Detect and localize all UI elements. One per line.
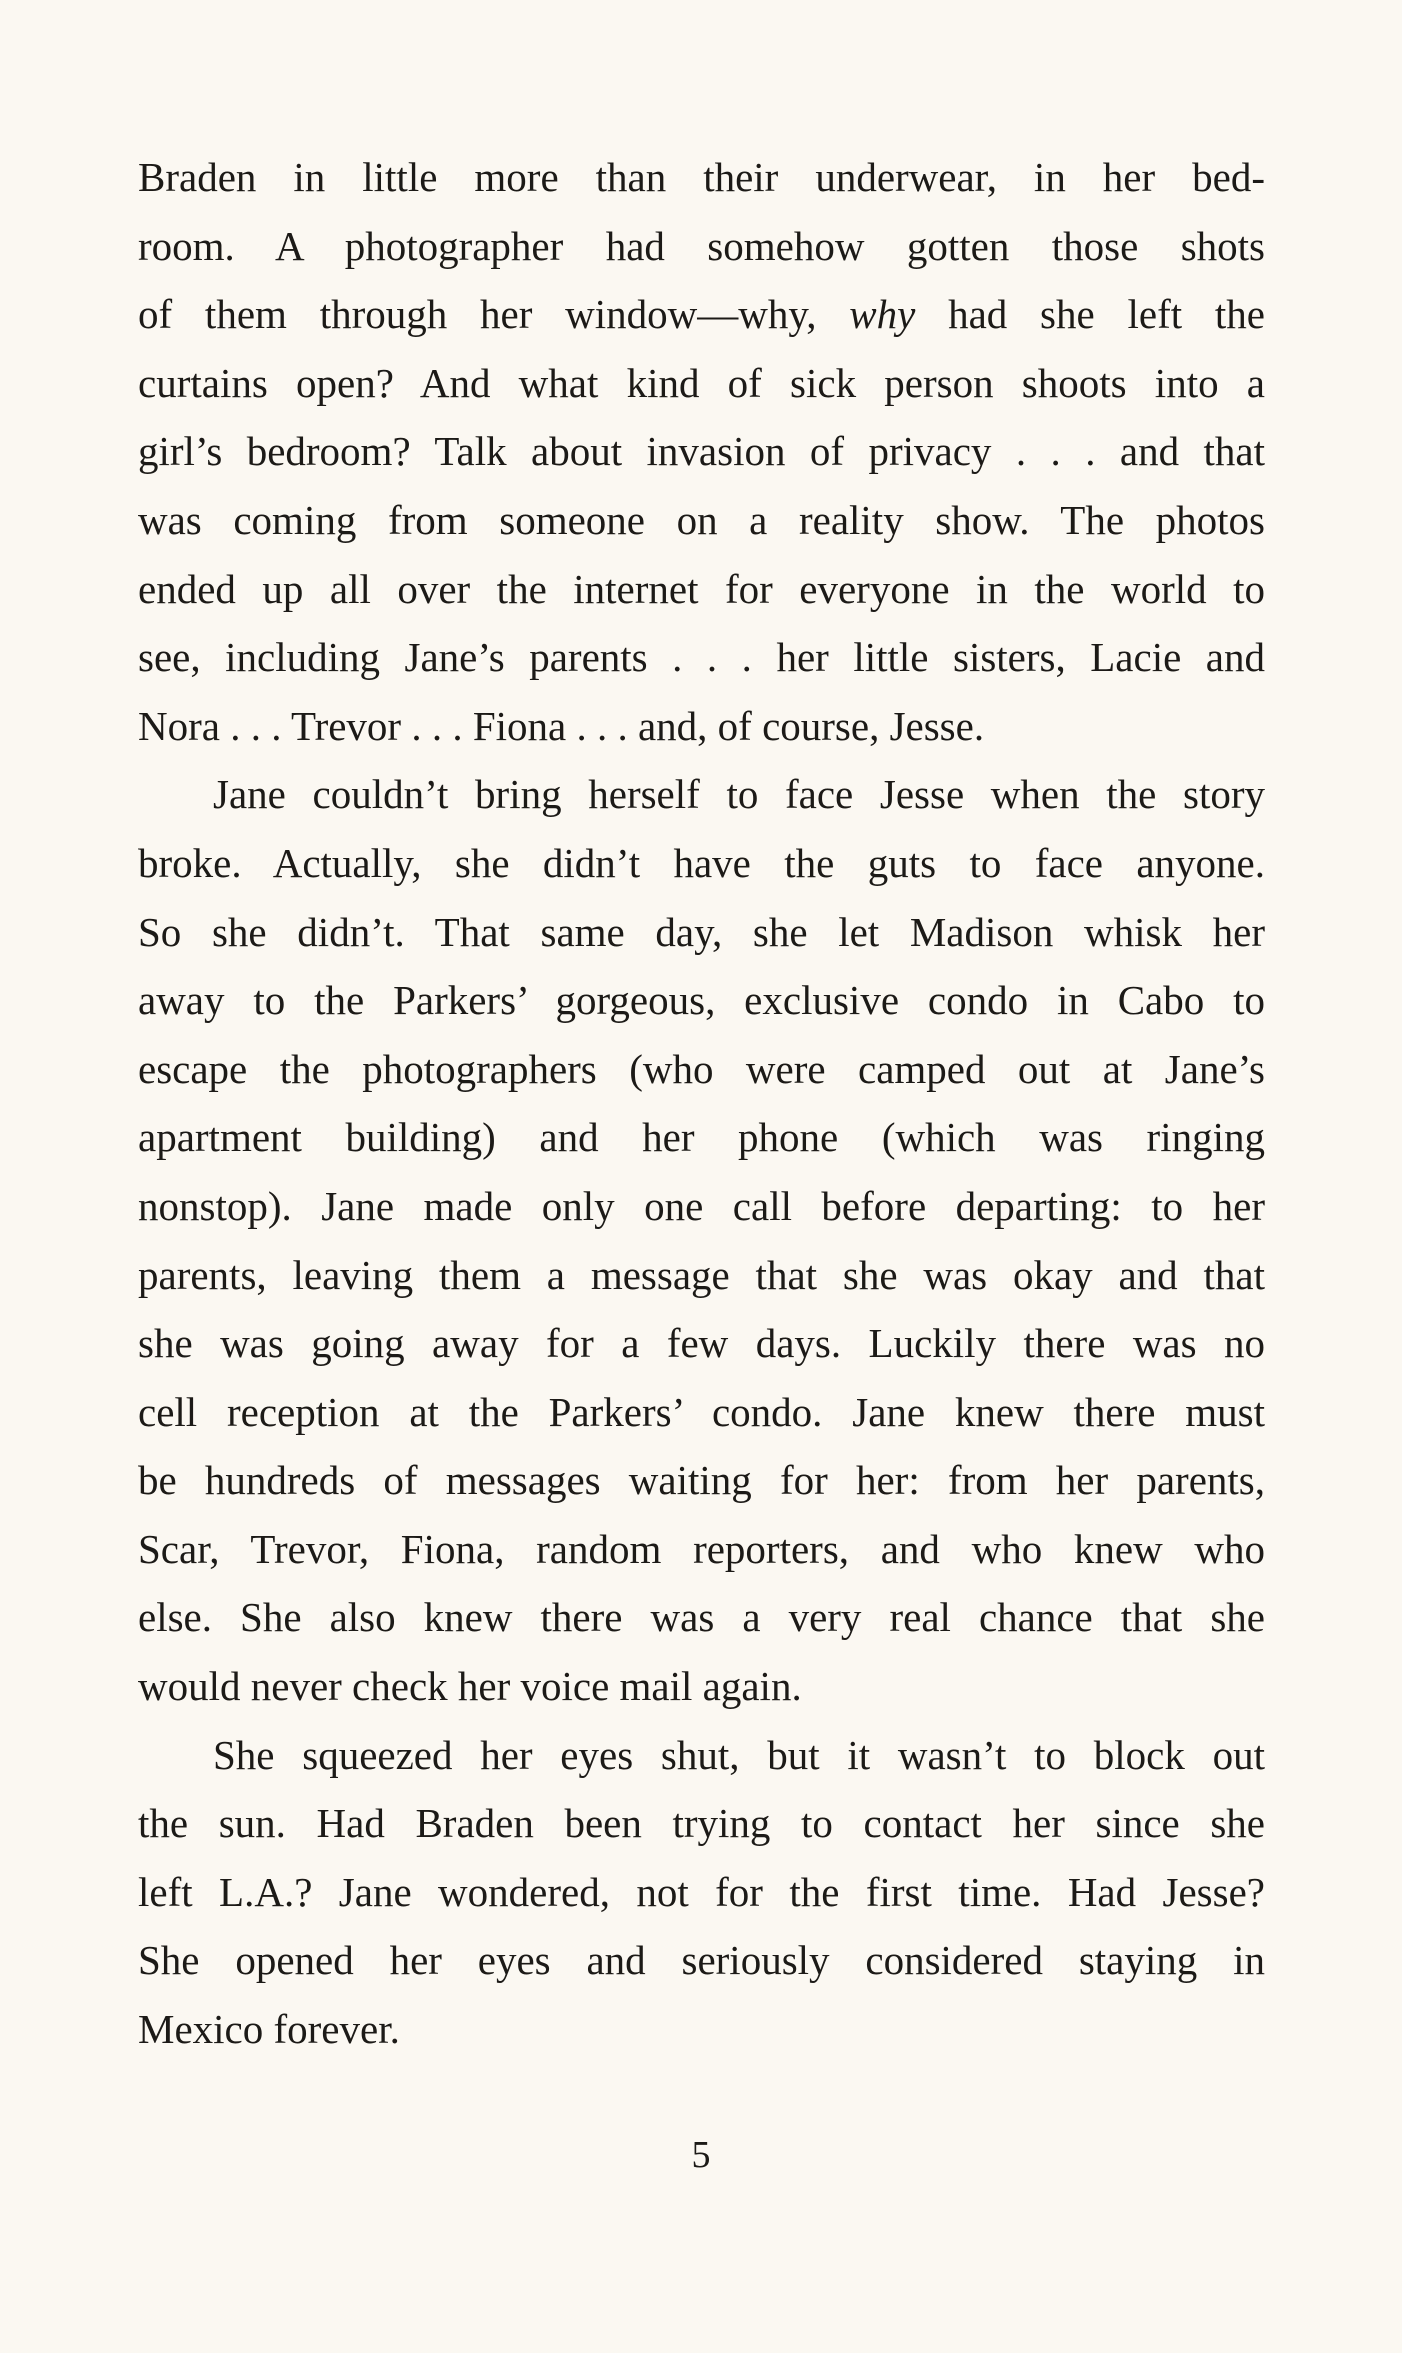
text-line: see, including Jane’s parents . . . her little sisters, Lacie and bbox=[138, 634, 1265, 681]
text-line: left L.A.? Jane wondered, not for the first time. Had Jesse? bbox=[138, 1868, 1265, 1915]
text-line: cell reception at the Parkers’ condo. Jane knew there must bbox=[138, 1388, 1265, 1435]
text-line: So she didn’t. That same day, she let Madison whisk her bbox=[138, 908, 1265, 955]
paragraph-first-line: Jane couldn’t bring herself to face Jesse when the story bbox=[213, 771, 1265, 818]
text-line: away to the Parkers’ gorgeous, exclusive condo in Cabo to bbox=[138, 977, 1265, 1024]
text-line: Scar, Trevor, Fiona, random reporters, and who knew who bbox=[138, 1525, 1265, 1572]
text-line: escape the photographers (who were camped out at Jane’s bbox=[138, 1045, 1265, 1092]
emphasized-word: why bbox=[849, 291, 916, 338]
text-line: Nora . . . Trevor . . . Fiona . . . and, of course, Jesse. bbox=[138, 702, 985, 749]
text-line: room. A photographer had somehow gotten those shots bbox=[138, 222, 1265, 269]
text-line: was coming from someone on a reality show. The photos bbox=[138, 496, 1265, 543]
text-line: nonstop). Jane made only one call before departing: to her bbox=[138, 1182, 1265, 1229]
text-line: curtains open? And what kind of sick person shoots into a bbox=[138, 359, 1265, 406]
text-line: girl’s bedroom? Talk about invasion of privacy . . . and that bbox=[138, 428, 1265, 475]
text-line: ended up all over the internet for everyone in the world to bbox=[138, 565, 1265, 612]
page-number: 5 bbox=[691, 2134, 711, 2176]
text-line: the sun. Had Braden been trying to contact her since she bbox=[138, 1800, 1265, 1847]
text-line: would never check her voice mail again. bbox=[138, 1663, 802, 1710]
text-line: Mexico forever. bbox=[138, 2006, 400, 2053]
text-fragment: of them through her window—why, bbox=[138, 291, 850, 338]
text-line: She opened her eyes and seriously considered staying in bbox=[138, 1937, 1265, 1984]
text-line: parents, leaving them a message that she was okay and that bbox=[138, 1251, 1265, 1298]
text-line: apartment building) and her phone (which was ringing bbox=[138, 1114, 1265, 1161]
text-line: else. She also knew there was a very real chance that she bbox=[138, 1594, 1265, 1641]
text-line: be hundreds of messages waiting for her: from her parents, bbox=[138, 1457, 1265, 1504]
text-line: broke. Actually, she didn’t have the guts to face anyone. bbox=[138, 839, 1265, 886]
text-line bbox=[138, 280, 1265, 349]
text-line: Braden in little more than their underwear, in her bed- bbox=[138, 154, 1265, 200]
text-line: she was going away for a few days. Luckily there was no bbox=[138, 1320, 1265, 1367]
paragraph-first-line: She squeezed her eyes shut, but it wasn’t to block out bbox=[213, 1731, 1265, 1778]
text-fragment: had she left the bbox=[915, 291, 1265, 338]
body-text bbox=[138, 143, 1265, 2064]
